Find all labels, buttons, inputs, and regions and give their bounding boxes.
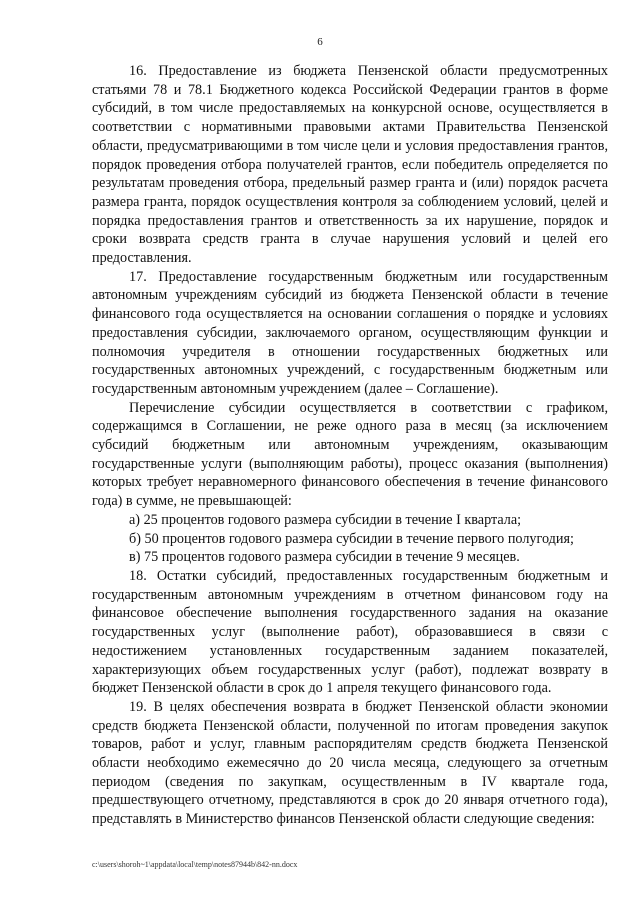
paragraph-16: 16. Предоставление из бюджета Пензенской области предусмотренных статьями 78 и 78.1 Бюджетного кодекса Российской Федерации грантов в форме субсидий, в том числе предоставляемых на конкурсной основе, осуществляется в соответствии с нормативными правовыми актами Правительства Пензенской области, предусматривающими в том числе цели и условия предоставления грантов, порядок проведения отбора получателей грантов, если победитель определяется по результатам проведения отбора, предельный размер гранта и (или) порядок расчета размера гранта, порядок осуществления контроля за соблюдением условий, целей и порядка предоставления грантов и ответственность за их нарушение, порядок и сроки возврата средств гранта в случае нарушения условий и целей его предоставления.	[92, 63, 608, 267]
list-item-v: в) 75 процентов годового размера субсидии в течение 9 месяцев.	[129, 549, 520, 566]
paragraph-18: 18. Остатки субсидий, предоставленных государственным бюджетным и государственным автономным учреждениям в отчетном финансовом году на финансовое обеспечение выполнения государственного задания на оказание государственных услуг (выполнение работ), образовавшиеся в связи с недостижением установленных государственным заданием показателей, характеризующих объем государственных услуг (работ), подлежат возврату в бюджет Пензенской области в срок до 1 апреля текущего финансового года.	[92, 567, 608, 697]
paragraph-19: 19. В целях обеспечения возврата в бюджет Пензенской области экономии средств бюджета Пензенской области, полученной по итогам проведения закупок товаров, работ и услуг, главным распорядителям средств бюджета Пензенской области необходимо ежемесячно до 20 числа месяца, следующего за отчетным периодом (сведения по закупкам, осуществленным в IV квартале года, предшествующего отчетному, представляются в срок до 20 января отчетного года), представлять в Министерство финансов Пензенской области следующие сведения:	[92, 698, 608, 828]
page-number: 6	[317, 36, 323, 48]
list-item-b: б) 50 процентов годового размера субсидии в течение первого полугодия;	[129, 530, 574, 547]
document-body	[92, 62, 608, 829]
list-item-a: а) 25 процентов годового размера субсидии в течение I квартала;	[129, 511, 522, 528]
paragraph-transfer: Перечисление субсидии осуществляется в соответствии с графиком, содержащимся в Соглашении, не реже одного раза в месяц (за исключением субсидий бюджетным или автономным учреждениям, оказывающим государственные услуги (выполняющим работы), процесс оказания (выполнения) которых требует неравномерного финансового обеспечения в течение финансового года) в сумме, не превышающей:	[92, 399, 608, 510]
paragraph-17: 17. Предоставление государственным бюджетным или государственным автономным учреждениям субсидий из бюджета Пензенской области в течение финансового года осуществляется на основании соглашения о порядке и условиях предоставления субсидии, заключаемого органом, осуществляющим функции и полномочия учредителя в отношении государственных бюджетных или государственных автономных учреждений, с государственным бюджетным или государственным автономным учреждением (далее – Соглашение).	[92, 268, 608, 397]
footer-file-path: c:\users\shoroh~1\appdata\local\temp\notes87944b\842-nn.docx	[92, 860, 298, 869]
